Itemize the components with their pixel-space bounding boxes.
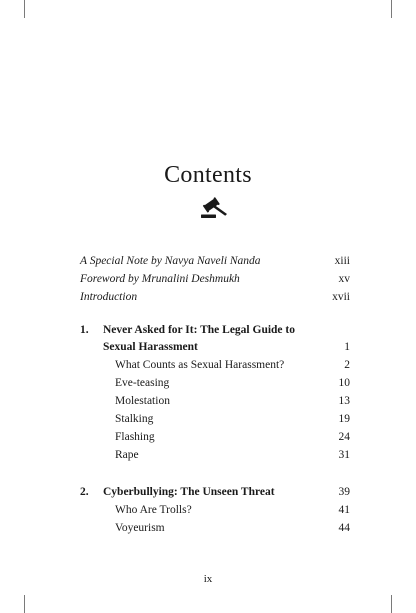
chapter-title-1-line2[interactable]: Sexual Harassment (103, 341, 198, 353)
toc-page-eve-teasing: 10 (338, 377, 350, 389)
chapter-number-1: 1. (80, 324, 89, 336)
toc-page-flashing: 24 (338, 431, 350, 443)
toc-section-stalking[interactable]: Stalking (115, 413, 154, 425)
toc-page-what-counts: 2 (344, 359, 350, 371)
page-title: Contents (164, 162, 252, 188)
toc-section-voyeurism[interactable]: Voyeurism (115, 522, 165, 534)
toc-page-stalking: 19 (338, 413, 350, 425)
toc-section-molestation[interactable]: Molestation (115, 395, 170, 407)
toc-section-what-counts[interactable]: What Counts as Sexual Harassment? (115, 359, 285, 371)
toc-section-rape[interactable]: Rape (115, 449, 139, 461)
chapter-title-1-line1[interactable]: Never Asked for It: The Legal Guide to (103, 324, 295, 336)
toc-entry-introduction[interactable]: Introduction (80, 291, 138, 303)
chapter-title-2[interactable]: Cyberbullying: The Unseen Threat (103, 486, 275, 498)
page-number: ix (203, 573, 213, 585)
chapter-number-2: 2. (80, 486, 89, 498)
chapter-page-2: 39 (338, 486, 350, 498)
toc-page-who-are-trolls: 41 (338, 504, 350, 516)
toc-section-eve-teasing[interactable]: Eve-teasing (115, 377, 170, 389)
toc-entry-special-note[interactable]: A Special Note by Navya Naveli Nanda (80, 255, 261, 267)
toc-page-foreword: xv (338, 273, 350, 285)
toc-page-molestation: 13 (338, 395, 350, 407)
toc-page-voyeurism: 44 (338, 522, 350, 534)
toc-page-special-note: xiii (334, 255, 350, 267)
toc-section-flashing[interactable]: Flashing (115, 431, 155, 443)
toc-entry-foreword[interactable]: Foreword by Mrunalini Deshmukh (80, 273, 240, 285)
chapter-page-1: 1 (344, 341, 350, 353)
toc-page-introduction: xvii (332, 291, 350, 303)
toc-section-who-are-trolls[interactable]: Who Are Trolls? (115, 504, 192, 516)
toc-page-rape: 31 (338, 449, 350, 461)
